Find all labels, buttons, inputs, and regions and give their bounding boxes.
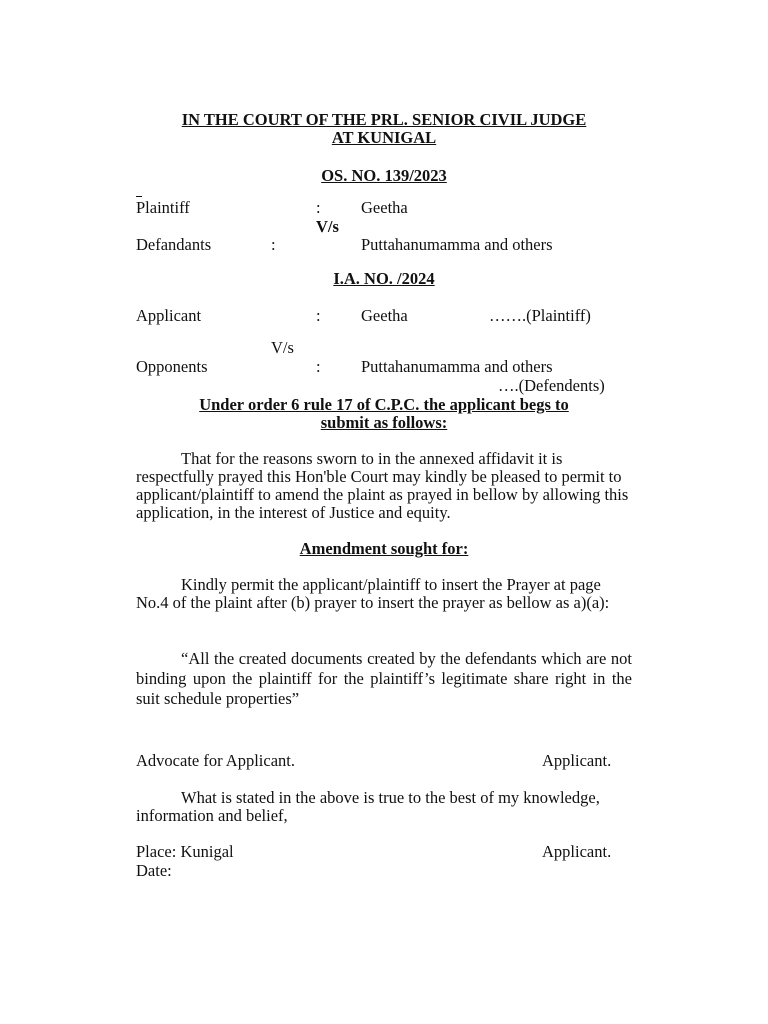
plaintiff-colon: : <box>316 198 321 217</box>
applicant-colon: : <box>316 306 321 325</box>
plaintiff-label: Plaintiff <box>136 198 190 217</box>
place-label: Place: Kunigal <box>136 842 234 861</box>
advocate-label: Advocate for Applicant. <box>136 751 295 770</box>
ia-vs: V/s <box>271 338 294 357</box>
opponents-colon: : <box>316 357 321 376</box>
plaintiff-name: Geetha <box>361 198 408 217</box>
order-heading-line2: submit as follows: <box>320 413 448 432</box>
defendants-colon: : <box>271 235 276 254</box>
suit-vs: V/s <box>316 217 339 236</box>
applicant-label: Applicant <box>136 306 202 325</box>
opponents-name: Puttahanumamma and others <box>361 357 553 376</box>
amendment-quote: “All the created documents created by the defendants which are not binding upon the plaintiff for the plaintiff’s legitimate share right in the suit schedule properties” <box>136 649 632 708</box>
stray-dash <box>136 196 142 197</box>
applicant-role: …….(Plaintiff) <box>489 306 591 325</box>
defendants-name: Puttahanumamma and others <box>361 235 553 254</box>
court-title-line2: AT KUNIGAL <box>331 128 437 147</box>
date-label: Date: <box>136 861 172 880</box>
defendants-label: Defandants <box>136 235 212 254</box>
amendment-paragraph: Kindly permit the applicant/plaintiff to insert the Prayer at page No.4 of the plaint after (b) prayer to insert the prayer as bellow as a)(a): <box>136 575 610 612</box>
verification-text: What is stated in the above is true to the best of my knowledge, information and belief, <box>136 788 600 825</box>
prayer-paragraph: That for the reasons sworn to in the annexed affidavit it is respectfully prayed this Hon'ble Court may kindly be pleased to permit to applicant/plaintiff to amend the plaint as prayed in bellow by allowing this application, in the interest of Justice and equity. <box>136 449 629 522</box>
applicant-name: Geetha <box>361 306 408 325</box>
opponents-role: ….(Defendents) <box>498 376 605 395</box>
order-heading-line1: Under order 6 rule 17 of C.P.C. the applicant begs to <box>199 395 569 414</box>
os-number: OS. NO. 139/2023 <box>321 166 447 185</box>
opponents-label: Opponents <box>136 357 208 376</box>
amendment-heading: Amendment sought for: <box>299 539 469 558</box>
court-title-line1: IN THE COURT OF THE PRL. SENIOR CIVIL JUDGE <box>181 110 587 129</box>
applicant-signature-2: Applicant. <box>542 842 612 861</box>
ia-number: I.A. NO. /2024 <box>333 269 435 288</box>
applicant-signature-1: Applicant. <box>542 751 612 770</box>
